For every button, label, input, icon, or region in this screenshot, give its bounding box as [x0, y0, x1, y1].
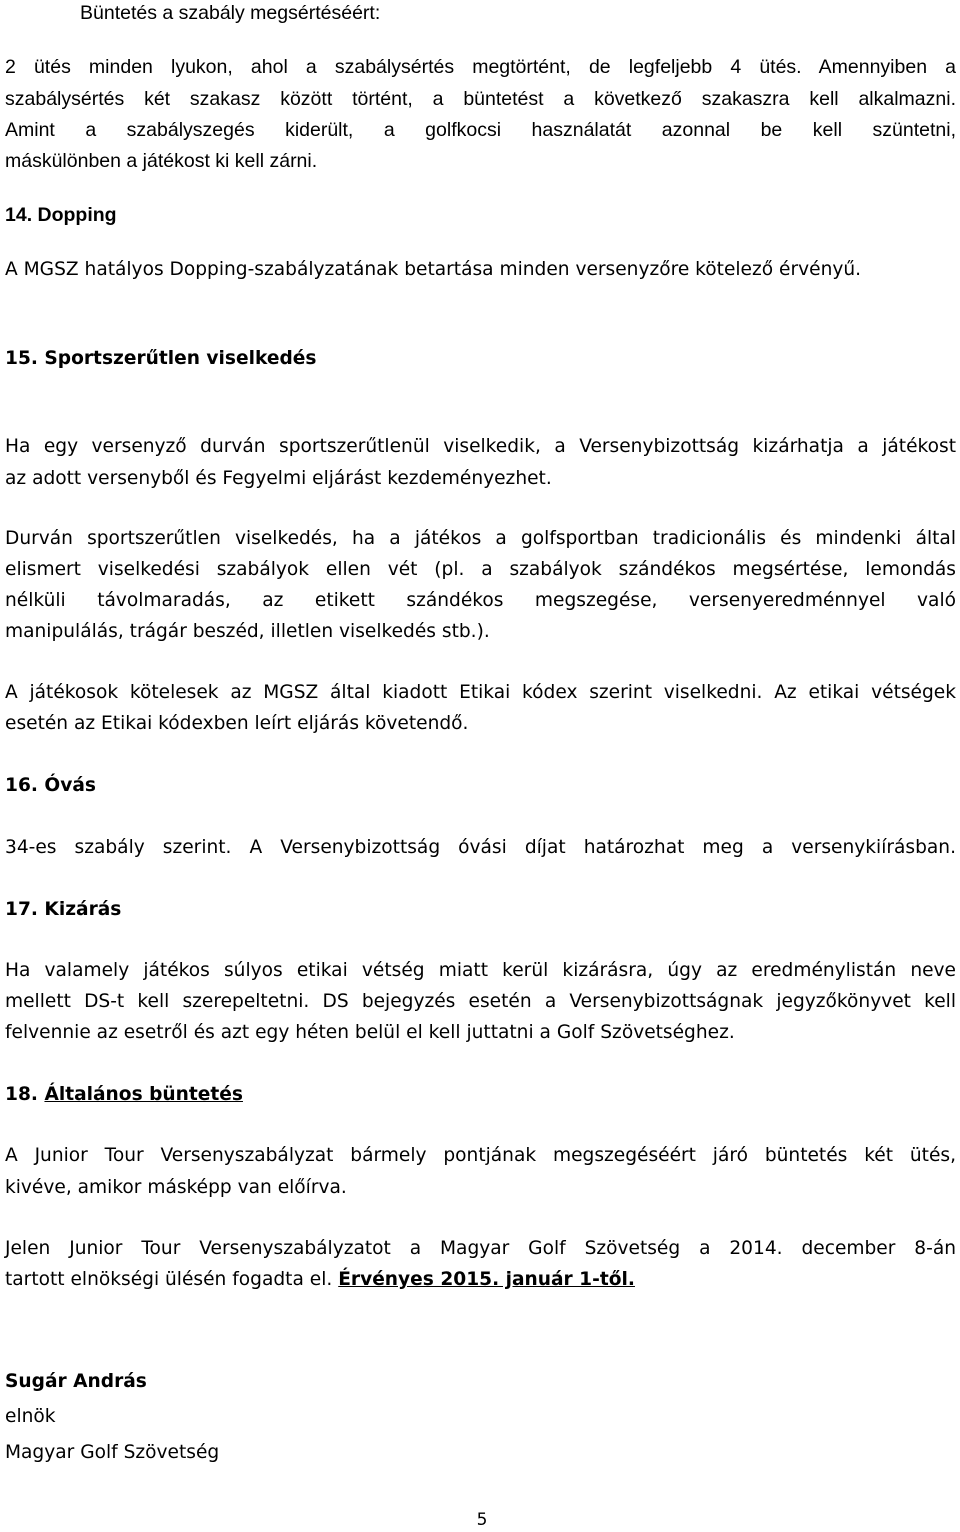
section-18-line-2: kivéve, amikor másképp van előírva. — [5, 1177, 347, 1198]
signatory-organization: Magyar Golf Szövetség — [5, 1442, 220, 1463]
section-15-p3-line-1: A játékosok kötelesek az MGSZ által kiadott Etikai kódex szerint viselkedni. Az etikai vétségek — [5, 682, 956, 703]
section-15-p2-line-1: Durván sportszerűtlen viselkedés, ha a játékos a golfsportban tradicionális és mindenki által — [5, 528, 956, 549]
section-15-p2-line-2: elismert viselkedési szabályok ellen vét (pl. a szabályok szándékos megsértése, lemondás — [5, 559, 956, 580]
section-17-line-3: felvennie az esetről és azt egy héten belül el kell juttatni a Golf Szövetséghez. — [5, 1022, 735, 1043]
section-18-number: 18. — [5, 1084, 38, 1105]
section-15-p1-line-2: az adott versenyből és Fegyelmi eljárást kezdeményezhet. — [5, 468, 552, 489]
section-17-line-2: mellett DS-t kell szerepeltetni. DS bejegyzés esetén a Versenybizottságnak jegyzőkönyvet kell — [5, 991, 956, 1012]
penalty-line-1: 2 ütés minden lyukon, ahol a szabálysértés megtörtént, de legfeljebb 4 ütés. Amennyiben a — [5, 56, 956, 78]
section-14-title: 14. Dopping — [5, 204, 117, 226]
section-16-text: 34-es szabály szerint. A Versenybizottság óvási díjat határozhat meg a versenykiírásban. — [5, 837, 956, 858]
section-18-title-text: Általános büntetés — [44, 1084, 243, 1105]
page-number: 5 — [476, 1510, 488, 1530]
section-15-p2-line-3: nélküli távolmaradás, az etikett szándékos megszegése, versenyeredménnyel való — [5, 590, 956, 611]
closing-line-2 — [5, 1267, 956, 1293]
section-17-line-1: Ha valamely játékos súlyos etikai vétség miatt kerül kizárásra, úgy az eredménylistán neve — [5, 960, 956, 981]
section-15-p3-line-2: esetén az Etikai kódexben leírt eljárás követendő. — [5, 713, 469, 734]
section-15-title: 15. Sportszerűtlen viselkedés — [5, 348, 317, 369]
section-15-p2-line-4: manipulálás, trágár beszéd, illetlen viselkedés stb.). — [5, 621, 490, 642]
section-14-text: A MGSZ hatályos Dopping-szabályzatának betartása minden versenyzőre kötelező érvényű. — [5, 259, 862, 280]
penalty-heading: Büntetés a szabály megsértéséért: — [80, 2, 381, 24]
section-18-line-1: A Junior Tour Versenyszabályzat bármely pontjának megszegéséért járó büntetés két ütés, — [5, 1145, 956, 1166]
signatory-name: Sugár András — [5, 1371, 147, 1392]
section-16-title: 16. Óvás — [5, 775, 96, 796]
effective-date: Érvényes 2015. január 1-től. — [338, 1269, 635, 1290]
section-15-p1-line-1: Ha egy versenyző durván sportszerűtlenül viselkedik, a Versenybizottság kizárhatja a játékost — [5, 436, 956, 457]
section-18-title — [5, 1082, 956, 1108]
closing-line-1: Jelen Junior Tour Versenyszabályzatot a Magyar Golf Szövetség a 2014. december 8-án — [5, 1238, 956, 1259]
section-17-title: 17. Kizárás — [5, 899, 122, 920]
signatory-role: elnök — [5, 1406, 56, 1427]
closing-line-2-prefix: tartott elnökségi ülésén fogadta el. — [5, 1269, 333, 1290]
penalty-line-2: szabálysértés két szakasz között történt, a büntetést a következő szakaszra kell alkalmazni. — [5, 88, 956, 110]
penalty-line-4: máskülönben a játékost ki kell zárni. — [5, 150, 318, 172]
penalty-line-3: Amint a szabályszegés kiderült, a golfkocsi használatát azonnal be kell szüntetni, — [5, 119, 956, 141]
